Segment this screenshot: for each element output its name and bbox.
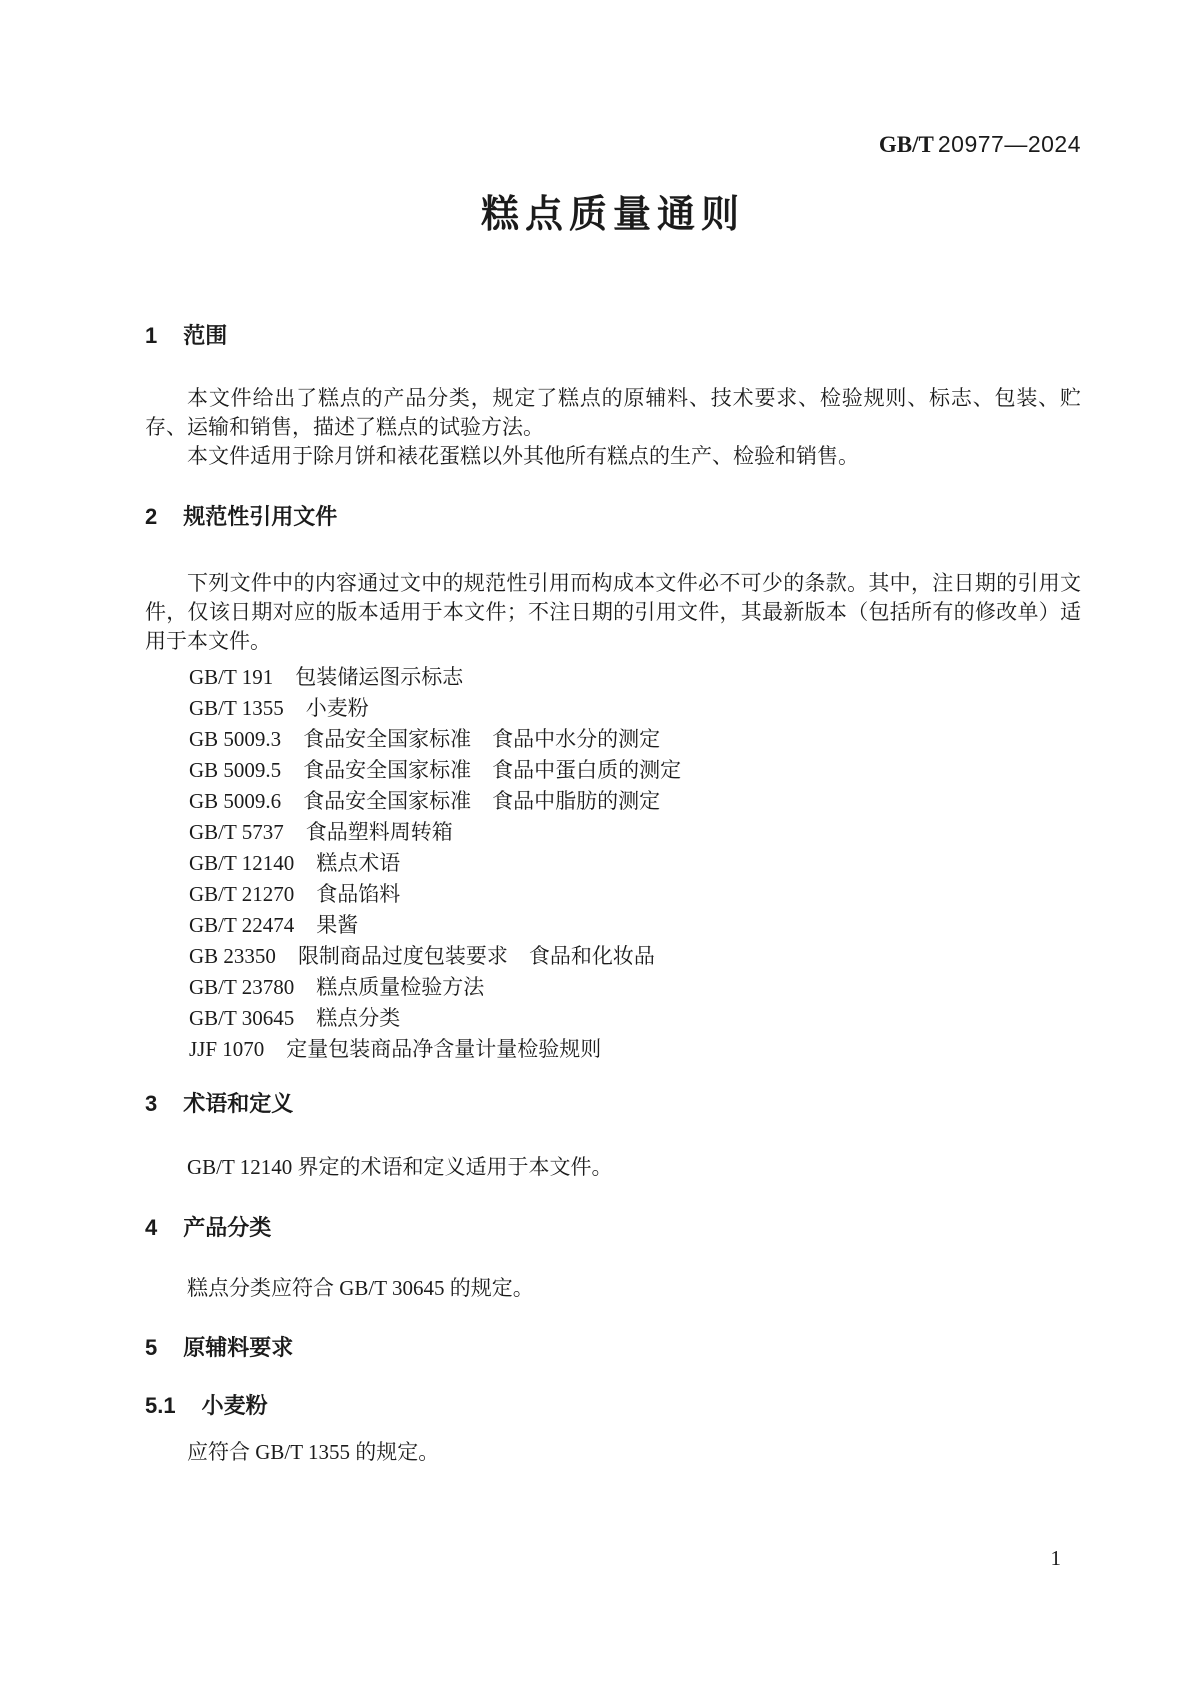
section-5-1-title: 小麦粉 — [201, 1393, 268, 1418]
reference-title: 食品安全国家标准 食品中蛋白质的测定 — [303, 758, 682, 782]
reference-code: GB 5009.5 — [189, 758, 282, 782]
reference-code: GB/T 191 — [189, 665, 274, 689]
reference-title: 定量包装商品净含量计量检验规则 — [286, 1037, 602, 1061]
section-3-title: 术语和定义 — [183, 1091, 294, 1116]
reference-item — [189, 941, 1081, 972]
reference-title: 食品塑料周转箱 — [305, 820, 453, 844]
section-2-title: 规范性引用文件 — [183, 504, 338, 529]
standard-code-number: 20977—2024 — [937, 131, 1081, 157]
section-5-title: 原辅料要求 — [183, 1335, 294, 1360]
reference-code: GB/T 5737 — [189, 820, 284, 844]
reference-title: 果酱 — [316, 913, 359, 937]
reference-code: GB 5009.3 — [189, 727, 282, 751]
reference-item — [189, 972, 1081, 1003]
page-header — [145, 130, 1081, 159]
reference-item — [189, 724, 1081, 755]
reference-item — [189, 1003, 1081, 1034]
section-1-title: 范围 — [183, 323, 228, 348]
reference-item — [189, 755, 1081, 786]
reference-title: 糕点质量检验方法 — [316, 975, 485, 999]
section-1-number: 1 — [145, 323, 158, 348]
section-2-intro-paragraph: 下列文件中的内容通过文中的规范性引用而构成本文件必不可少的条款。其中，注日期的引用文件，仅该日期对应的版本适用于本文件；不注日期的引用文件，其最新版本（包括所有的修改单）适用于本文件。 — [145, 571, 1081, 653]
section-5-heading — [145, 1333, 1081, 1363]
document-title: 糕点质量通则 — [480, 194, 745, 236]
reference-title: 限制商品过度包装要求 食品和化妆品 — [297, 944, 655, 968]
reference-item — [189, 848, 1081, 879]
reference-code: GB/T 21270 — [189, 882, 295, 906]
section-3-number: 3 — [145, 1091, 158, 1116]
reference-item — [189, 693, 1081, 724]
reference-list — [145, 662, 1081, 1065]
section-4-heading — [145, 1213, 1081, 1243]
reference-title: 食品安全国家标准 食品中水分的测定 — [303, 727, 661, 751]
reference-item — [189, 786, 1081, 817]
section-4-number: 4 — [145, 1215, 158, 1240]
section-5-1-heading — [145, 1391, 1081, 1421]
reference-title: 糕点分类 — [316, 1006, 401, 1030]
reference-title: 小麦粉 — [305, 696, 369, 720]
section-1-paragraph-1: 本文件给出了糕点的产品分类，规定了糕点的原辅料、技术要求、检验规则、标志、包装、贮存、运输和销售，描述了糕点的试验方法。 — [145, 386, 1081, 439]
reference-title: 包装储运图示标志 — [295, 665, 464, 689]
section-5-1-number: 5.1 — [145, 1393, 176, 1418]
section-1-paragraph-2: 本文件适用于除月饼和裱花蛋糕以外其他所有糕点的生产、检验和销售。 — [187, 444, 859, 468]
reference-code: GB/T 1355 — [189, 696, 284, 720]
section-5-1-paragraph: 应符合 GB/T 1355 的规定。 — [187, 1440, 440, 1464]
reference-item — [189, 662, 1081, 693]
reference-code: GB/T 12140 — [189, 851, 295, 875]
section-2-number: 2 — [145, 504, 158, 529]
section-5-number: 5 — [145, 1335, 158, 1360]
section-3-heading — [145, 1089, 1081, 1119]
section-4-title: 产品分类 — [183, 1215, 272, 1240]
reference-code: GB/T 22474 — [189, 913, 295, 937]
reference-code: GB 5009.6 — [189, 789, 282, 813]
reference-code: GB/T 30645 — [189, 1006, 295, 1030]
section-3-paragraph: GB/T 12140 界定的术语和定义适用于本文件。 — [187, 1155, 613, 1179]
section-1-heading — [145, 321, 1081, 351]
reference-title: 食品安全国家标准 食品中脂肪的测定 — [303, 789, 661, 813]
reference-item — [189, 817, 1081, 848]
reference-item — [189, 1034, 1081, 1065]
standard-code-prefix: GB/T — [878, 132, 934, 157]
page-number: 1 — [1050, 1546, 1061, 1570]
reference-item — [189, 910, 1081, 941]
reference-code: GB/T 23780 — [189, 975, 295, 999]
reference-code: JJF 1070 — [189, 1037, 265, 1061]
reference-item — [189, 879, 1081, 910]
section-4-paragraph: 糕点分类应符合 GB/T 30645 的规定。 — [187, 1276, 534, 1300]
section-2-heading — [145, 502, 1081, 532]
reference-code: GB 23350 — [189, 944, 276, 968]
reference-title: 食品馅料 — [316, 882, 401, 906]
reference-title: 糕点术语 — [316, 851, 401, 875]
